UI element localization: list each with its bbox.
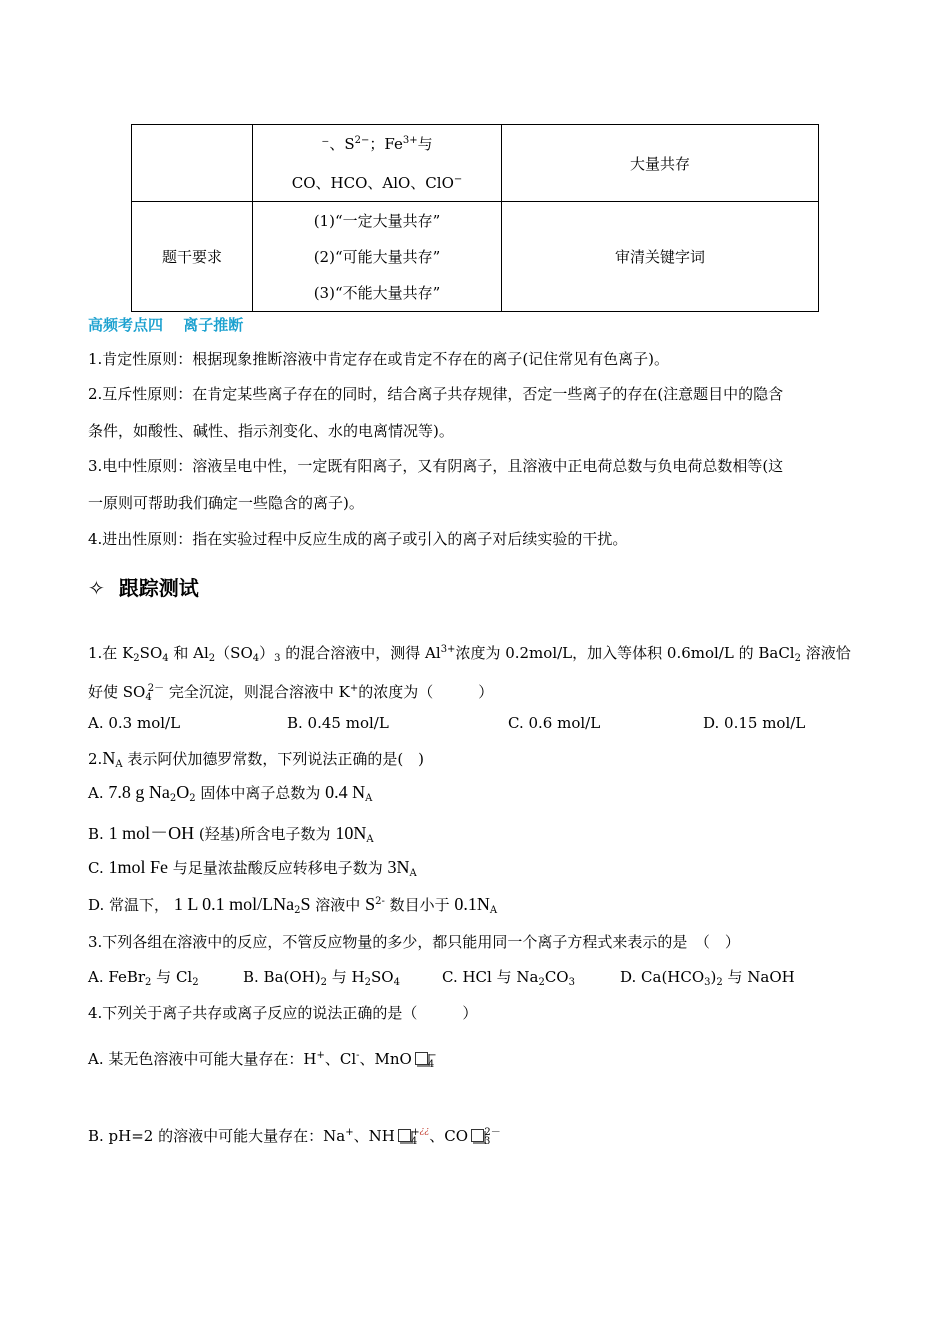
paragraph: 1.肯定性原则：根据现象推断溶液中肯定存在或肯定不存在的离子(记住常见有色离子)。 [88, 350, 670, 368]
paragraph: 2.互斥性原则：在肯定某些离子存在的同时，结合离子共存规律，否定一些离子的存在(注意题目中的隐含 [88, 385, 784, 403]
option-c: C. 1mol Fe 与足量浓盐酸反应转移电子数为 $3N_A$ [88, 857, 417, 879]
paragraph: 3.电中性原则：溶液呈电中性，一定既有阳离子，又有阴离子，且溶液中正电荷总数与负电荷总数相等(这 [88, 457, 784, 475]
section-heading: 高频考点四 离子推断 [88, 316, 244, 334]
table-row [132, 125, 819, 202]
option-d: D. $Ca(HCO_3)_2$ 与 NaOH [620, 968, 795, 988]
option-b: B. pH=2 的溶液中可能大量存在：Na+、NH $_4$+¿¿、CO $_3^{2-}$ [88, 1126, 501, 1147]
option-b: B. 0.45 mol/L [287, 714, 389, 732]
option-a: A. 0.3 mol/L [88, 714, 181, 732]
question-2-stem: $2.N_A$ 表示阿伏加德罗常数，下列说法正确的是( ) [88, 748, 425, 770]
placeholder-box-icon [471, 1129, 484, 1142]
question-1-stem: 1.在 $K_2SO_4$ 和 $Al_2(SO_4)_3$ 的混合溶液中，测得 $Al^{3+}$浓度为 0.2mol/L，加入等体积 0.6mol/L 的 BaCl$_2$ 溶液恰 [88, 644, 851, 664]
table-cell: ⁻、$S^{2-}$；$Fe^{3+}$与 CO、HCO、AlO、ClO− [253, 125, 502, 202]
option-a: A. 7.8 g $Na_2O_2$ 固体中离子总数为 0.4 $N_A$ [88, 782, 373, 804]
table-cell: 大量共存 [502, 125, 819, 202]
table-cell: (1)“一定大量共存” (2)“可能大量共存” (3)“不能大量共存” [253, 202, 502, 312]
tracking-heading [88, 572, 199, 601]
option-a: A. 某无色溶液中可能大量存在：H+、Cl-、MnO $_4$− [88, 1050, 437, 1070]
question-3-stem: 3.下列各组在溶液中的反应，不管反应物量的多少，都只能用同一个离子方程式来表示的是 （ ） [88, 933, 740, 951]
table-cell [132, 125, 253, 202]
paragraph: 4.进出性原则：指在实验过程中反应生成的离子或引入的离子对后续实验的干扰。 [88, 530, 628, 548]
option-d: D. 常温下， 1 L 0.1 mol/LNa$_2$S 溶液中 $S^{2-}$ 数目小于 $0.1N_A$ [88, 894, 498, 916]
sparkle-icon: ✧ [88, 576, 105, 600]
question-1-stem: 好使 $SO_4^{2-}$ 完全沉淀，则混合溶液中 K+的浓度为（ ） [88, 683, 494, 703]
paragraph: 条件，如酸性、碱性、指示剂变化、水的电离情况等)。 [88, 422, 454, 440]
placeholder-box-icon [415, 1052, 428, 1065]
table-row [132, 202, 819, 312]
option-c: C. HCl 与 $Na_2CO_3$ [442, 968, 575, 988]
placeholder-box-icon [398, 1129, 411, 1142]
paragraph: 一原则可帮助我们确定一些隐含的离子)。 [88, 494, 364, 512]
table-cell: 题干要求 [132, 202, 253, 312]
question-4-stem: 4.下列关于离子共存或离子反应的说法正确的是（ ） [88, 1004, 478, 1022]
option-d: D. 0.15 mol/L [703, 714, 806, 732]
option-b: B. 1 mol－OH (羟基)所含电子数为 $10N_A$ [88, 823, 374, 845]
option-a: A. FeBr$_2$ 与 $Cl_2$ [88, 968, 199, 988]
option-c: C. 0.6 mol/L [508, 714, 601, 732]
option-b: B. $Ba(OH)_2$ 与 $H_2SO_4$ [243, 968, 400, 988]
tracking-title: 跟踪测试 [118, 576, 199, 600]
ion-coexistence-table [131, 124, 819, 312]
table-cell: 审清关键字词 [502, 202, 819, 312]
